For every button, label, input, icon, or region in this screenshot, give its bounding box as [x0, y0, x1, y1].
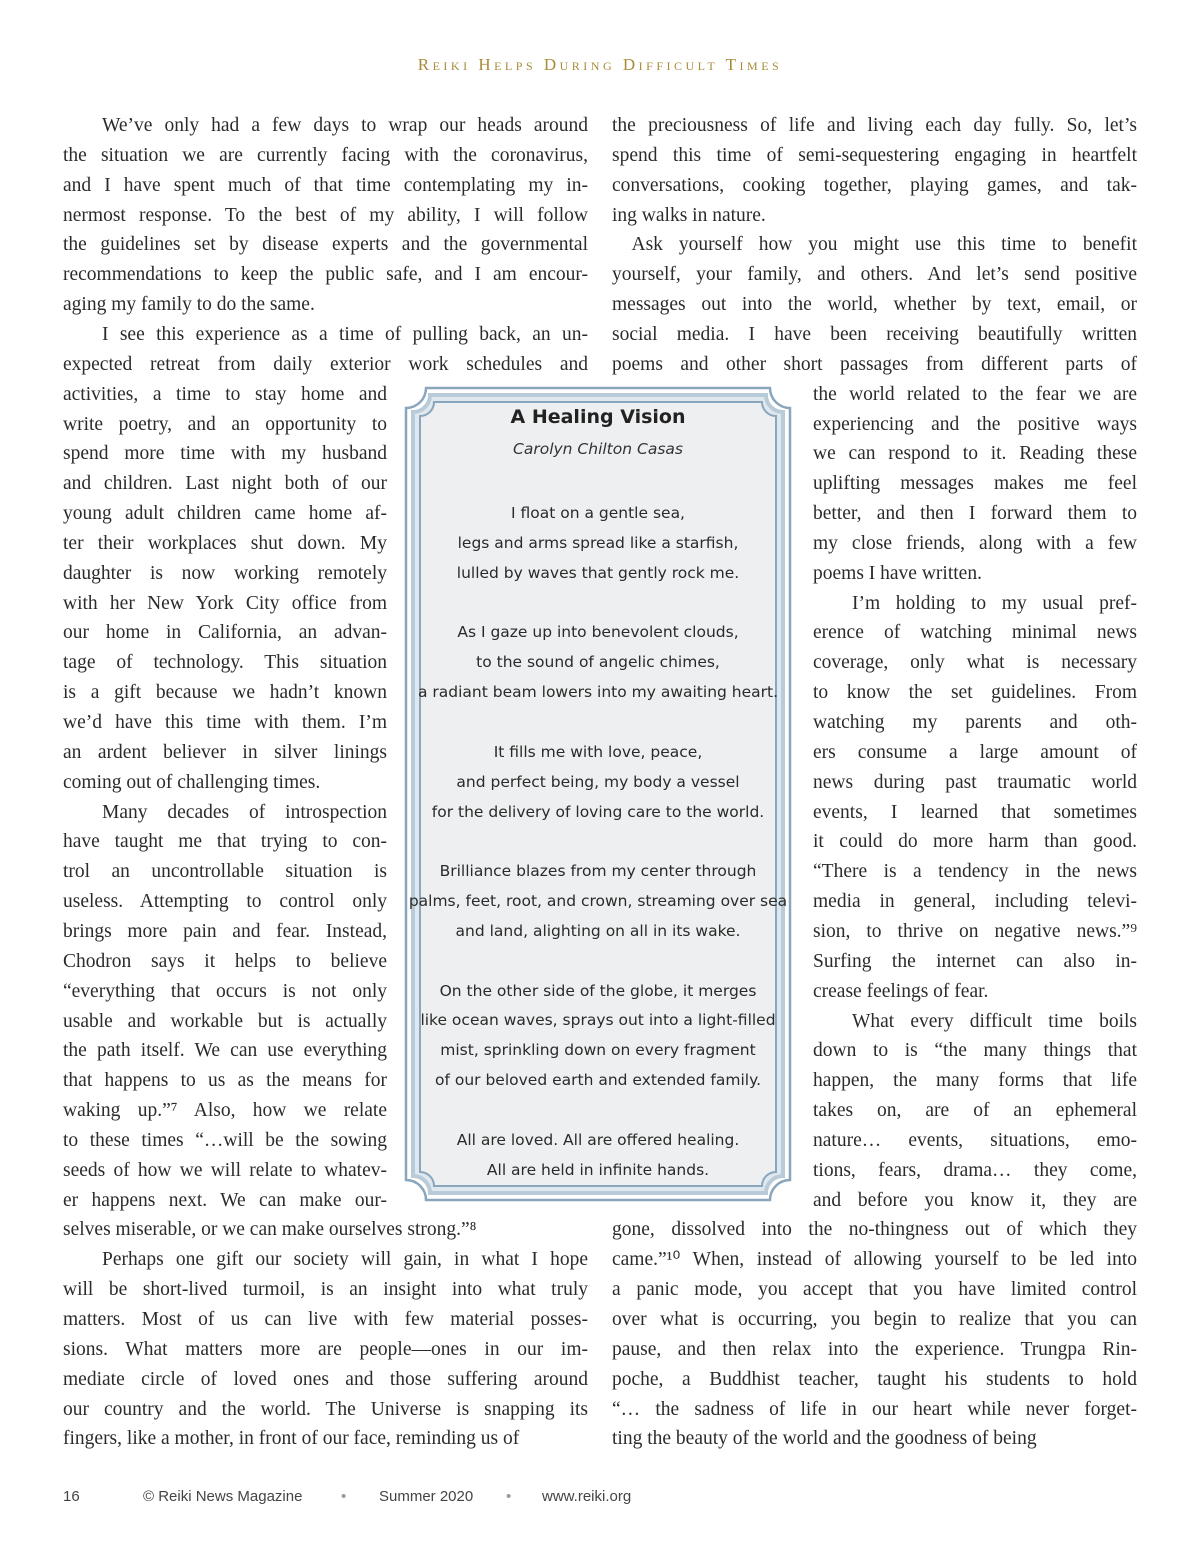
text-line: media in general, including televi- [813, 891, 1137, 913]
poem-line [404, 707, 792, 737]
poem-line: for the delivery of loving care to the world. [431, 802, 765, 821]
text-line: news during past traumatic world [813, 771, 1137, 793]
text-line: the path itself. We can use everything [63, 1040, 387, 1062]
poem-line: and land, alighting on all in its wake. [455, 921, 741, 940]
text-line: tions, fears, drama… they come, [813, 1159, 1137, 1181]
text-line: our country and the world. The Universe is snapping its [63, 1398, 588, 1420]
text-line: our home in California, an advan- [63, 622, 387, 644]
text-line: will be short-lived turmoil, is an insight into what truly [63, 1279, 588, 1301]
text-line: crease feelings of fear. [813, 980, 989, 1002]
text-line: matters. Most of us can live with few material posses- [63, 1309, 588, 1330]
text-line: recommendations to keep the public safe, and I am encour- [63, 264, 588, 286]
text-line: write poetry, and an opportunity to [63, 413, 387, 435]
text-line: We’ve only had a few days to wrap our heads around [63, 115, 588, 136]
poem-line: palms, feet, root, and crown, streaming over sea [408, 892, 788, 911]
text-line: an ardent believer in silver linings [63, 741, 387, 763]
text-line: er happens next. We can make our- [63, 1189, 387, 1211]
text-line: expected retreat from daily exterior work schedules and [63, 353, 588, 375]
text-line: mediate circle of loved ones and those suffering around [63, 1368, 588, 1390]
text-line: that happens to us as the means for [63, 1070, 387, 1092]
poem-line [404, 588, 792, 618]
text-line: brings more pain and fear. Instead, [63, 920, 387, 942]
poem-author: Carolyn Chilton Casas [513, 440, 683, 458]
text-line: we’d have this time with them. I’m [63, 712, 387, 733]
text-line: watching my parents and oth- [813, 712, 1137, 733]
text-line: activities, a time to stay home and [63, 383, 387, 405]
text-line: I’m holding to my usual pref- [813, 592, 1137, 614]
text-line: poems and other short passages from different parts of [612, 353, 1137, 375]
footer-website: www.reiki.org [542, 1488, 632, 1505]
text-line: I see this experience as a time of pulling back, an un- [63, 323, 588, 345]
text-line: “everything that occurs is not only [63, 980, 387, 1002]
footer-magazine: © Reiki News Magazine [143, 1488, 303, 1505]
text-line: daughter is now working remotely [63, 562, 387, 584]
poem-line: of our beloved earth and extended family. [434, 1071, 761, 1090]
text-line: conversations, cooking together, playing games, and tak- [612, 174, 1137, 196]
text-line: and I have spent much of that time contemplating my in- [63, 174, 588, 196]
poem-line [404, 826, 792, 856]
text-line: to these times “…will be the sowing [63, 1129, 387, 1151]
text-line: nature… events, situations, emo- [813, 1129, 1137, 1151]
text-line: the guidelines set by disease experts and the governmental [63, 234, 588, 256]
text-line: my close friends, along with a few [813, 532, 1137, 554]
poem-line: As I gaze up into benevolent clouds, [457, 623, 739, 642]
text-line: Perhaps one gift our society will gain, in what I hope [63, 1249, 588, 1271]
text-line: seeds of how we will relate to whatev- [63, 1159, 387, 1181]
text-line: fingers, like a mother, in front of our face, reminding us of [63, 1428, 520, 1450]
text-line: events, I learned that sometimes [813, 801, 1137, 823]
text-line: useless. Attempting to control only [63, 891, 387, 913]
text-line: gone, dissolved into the no-thingness out of which they [612, 1219, 1137, 1241]
text-line: coming out of challenging times. [63, 771, 321, 793]
text-line: over what is occurring, you begin to realize that you can [612, 1309, 1137, 1330]
poem-line: It fills me with love, peace, [493, 742, 703, 761]
text-line: and children. Last night both of our [63, 473, 387, 495]
poem-line: like ocean waves, sprays out into a light-filled [420, 1011, 776, 1030]
text-line: came.”¹⁰ When, instead of allowing yourself to be led into [612, 1249, 1137, 1271]
text-line: experiencing and the positive ways [813, 413, 1137, 435]
text-line: the world related to the fear we are [813, 383, 1137, 405]
text-line: it could do more harm than good. [813, 831, 1137, 853]
text-line: sions. What matters more are people—ones in our im- [63, 1338, 588, 1360]
text-line: a panic mode, you accept that you have limited control [612, 1279, 1137, 1301]
text-line: young adult children came home af- [63, 503, 387, 525]
text-line: ing walks in nature. [612, 204, 766, 226]
text-line: is a gift because we hadn’t known [63, 682, 387, 704]
text-line: spend this time of semi-sequestering engaging in heartfelt [612, 144, 1137, 166]
text-line: we can respond to it. Reading these [813, 443, 1137, 465]
running-header: Reiki Helps During Difficult Times [417, 55, 783, 74]
text-line: takes on, are of an ephemeral [813, 1100, 1137, 1122]
text-line: messages out into the world, whether by text, email, or [612, 294, 1137, 316]
poem-line [404, 946, 792, 976]
text-line: nermost response. To the best of my ability, I will follow [63, 204, 588, 226]
text-line: waking up.”⁷ Also, how we relate [63, 1100, 387, 1122]
poem-line: to the sound of angelic chimes, [476, 653, 720, 672]
poem-line: a radiant beam lowers into my awaiting heart. [417, 683, 779, 702]
text-line: uplifting messages makes me feel [813, 473, 1137, 495]
text-line: social media. I have been receiving beautifully written [612, 323, 1137, 345]
text-line: sion, to thrive on negative news.”⁹ [813, 920, 1137, 942]
footer-issue: Summer 2020 [379, 1488, 474, 1505]
text-line: aging my family to do the same. [63, 294, 315, 316]
poem-line: lulled by waves that gently rock me. [456, 563, 740, 582]
text-line: ers consume a large amount of [813, 741, 1137, 763]
text-line: selves miserable, or we can make ourselves strong.”⁸ [63, 1219, 477, 1241]
page-number: 16 [63, 1488, 80, 1505]
footer-separator: • [506, 1488, 512, 1505]
poem-line [404, 1095, 792, 1125]
text-line: down to is “the many things that [813, 1040, 1137, 1062]
footer-separator: • [341, 1488, 347, 1505]
text-line: What every difficult time boils [813, 1010, 1137, 1032]
text-line: usable and workable but is actually [63, 1010, 387, 1032]
text-line: Many decades of introspection [63, 801, 387, 823]
text-line: poche, a Buddhist teacher, taught his students to hold [612, 1368, 1137, 1390]
text-line: Chodron says it helps to believe [63, 950, 387, 972]
text-line: have taught me that trying to con- [63, 831, 387, 853]
poem-title: A Healing Vision [510, 406, 686, 428]
poem-line: I float on a gentle sea, [511, 504, 685, 522]
text-line: Ask yourself how you might use this time to benefit [612, 234, 1137, 256]
poem-line: All are loved. All are offered healing. [456, 1130, 740, 1149]
text-line: pause, and then relax into the experience. Trungpa Rin- [612, 1338, 1137, 1360]
text-line: trol an uncontrollable situation is [63, 861, 387, 883]
text-line: and before you know it, they are [813, 1189, 1137, 1211]
text-line: ter their workplaces shut down. My [63, 532, 387, 554]
poem-line: legs and arms spread like a starfish, [457, 533, 739, 552]
text-line: ting the beauty of the world and the goodness of being [612, 1428, 1037, 1450]
text-line: coverage, only what is necessary [813, 652, 1137, 674]
poem-line: and perfect being, my body a vessel [456, 772, 740, 791]
text-line: the situation we are currently facing with the coronavirus, [63, 144, 588, 166]
poem-line: All are held in infinite hands. [486, 1160, 710, 1179]
text-line: the preciousness of life and living each day fully. So, let’s [612, 115, 1137, 136]
text-line: Surfing the internet can also in- [813, 950, 1137, 972]
text-line: yourself, your family, and others. And let’s send positive [612, 264, 1137, 286]
text-line: better, and then I forward them to [813, 503, 1137, 525]
poem-line: mist, sprinkling down on every fragment [440, 1041, 756, 1060]
poem-line: On the other side of the globe, it merges [439, 981, 757, 1000]
text-line: “There is a tendency in the news [813, 861, 1137, 883]
poem-line: Brilliance blazes from my center through [439, 862, 757, 881]
text-line: poems I have written. [813, 562, 982, 584]
text-line: happen, the many forms that life [813, 1070, 1137, 1092]
text-line: spend more time with my husband [63, 443, 387, 465]
text-line: “… the sadness of life in our heart while never forget- [612, 1398, 1137, 1420]
text-line: with her New York City office from [63, 592, 387, 614]
text-line: to know the set guidelines. From [813, 682, 1137, 704]
text-line: tage of technology. This situation [63, 652, 387, 674]
text-line: erence of watching minimal news [813, 622, 1137, 644]
